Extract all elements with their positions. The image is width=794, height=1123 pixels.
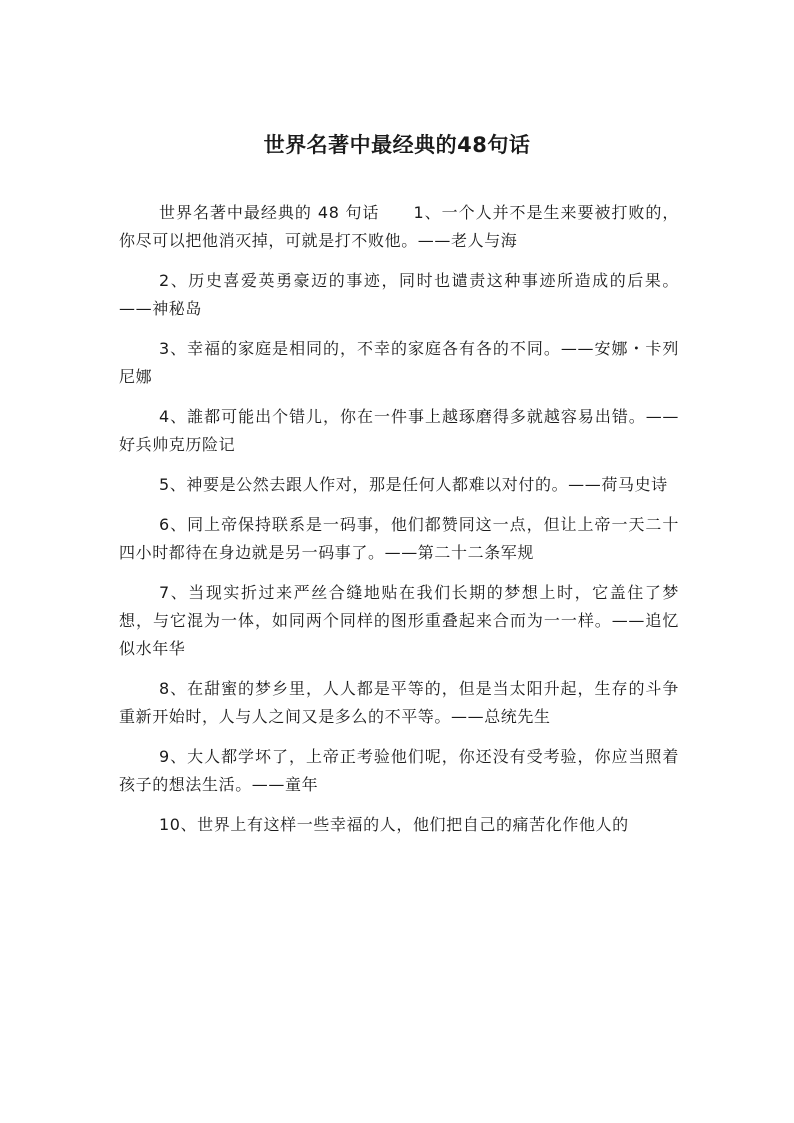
paragraph-7: 7、当现实折过来严丝合缝地贴在我们长期的梦想上时，它盖住了梦想，与它混为一体，如同两个同样的图形重叠起来合而为一一样。——追忆似水年华 xyxy=(119,583,679,658)
document-title: 世界名著中最经典的48句话 xyxy=(263,133,531,157)
paragraph-10: 10、世界上有这样一些幸福的人，他们把自己的痛苦化作他人的 xyxy=(159,815,629,834)
paragraph-intro-1: 世界名著中最经典的 48 句话 1、一个人并不是生来要被打败的，你尽可以把他消灭掉，可就是打不败他。——老人与海 xyxy=(119,203,679,250)
paragraph-4: 4、誰都可能出个错儿，你在一件事上越琢磨得多就越容易出错。——好兵帅克历险记 xyxy=(119,407,679,454)
paragraph-2: 2、历史喜爱英勇豪迈的事迹，同时也谴责这种事迹所造成的后果。——神秘岛 xyxy=(119,271,679,318)
paragraph-9: 9、大人都学坏了，上帝正考验他们呢，你还没有受考验，你应当照着孩子的想法生活。——童年 xyxy=(119,747,679,794)
paragraph-3: 3、幸福的家庭是相同的，不幸的家庭各有各的不同。——安娜・卡列尼娜 xyxy=(119,339,679,386)
paragraph-6: 6、同上帝保持联系是一码事，他们都赞同这一点，但让上帝一天二十四小时都待在身边就是另一码事了。——第二十二条军规 xyxy=(119,515,679,562)
document-body xyxy=(119,199,679,851)
paragraph-8: 8、在甜蜜的梦乡里，人人都是平等的，但是当太阳升起，生存的斗争重新开始时，人与人之间又是多么的不平等。——总统先生 xyxy=(119,679,679,726)
paragraph-5: 5、神要是公然去跟人作对，那是任何人都难以对付的。——荷马史诗 xyxy=(159,475,668,494)
